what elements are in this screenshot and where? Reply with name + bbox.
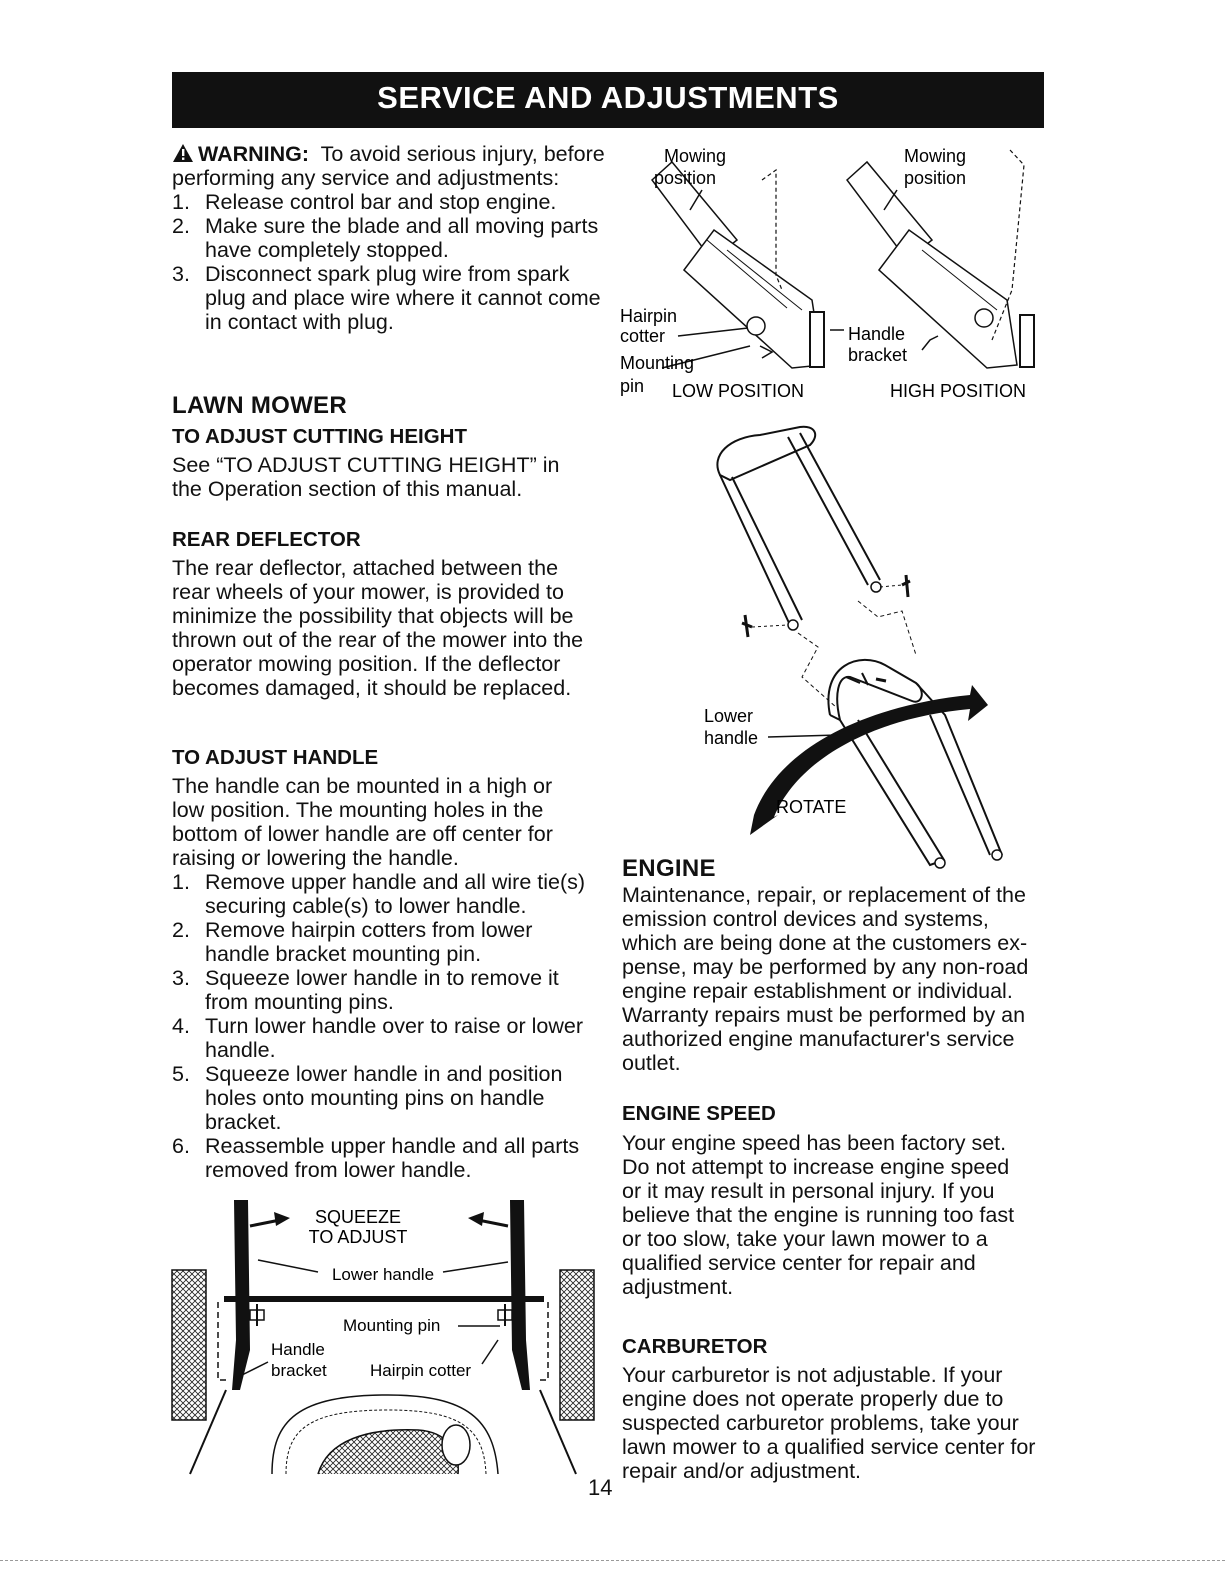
list-text: Squeeze lower handle in and position holes onto mounting pins on handle bracket.: [205, 1062, 563, 1134]
list-number: 5.: [172, 1062, 190, 1086]
knob-left: [742, 615, 788, 637]
cutting-height-text: See “TO ADJUST CUTTING HEIGHT” in the Operation section of this manual.: [172, 453, 560, 501]
handle-positions-diagram: [612, 140, 1052, 405]
list-item: [172, 966, 602, 1014]
list-item: [172, 1014, 602, 1062]
list-number: 1.: [172, 870, 190, 894]
squeeze-label-1: SQUEEZE: [314, 1207, 402, 1227]
left-wheel: [172, 1270, 206, 1420]
rotate-handle-diagram: [690, 415, 1010, 875]
rear-deflector-heading: REAR DEFLECTOR: [172, 528, 361, 551]
warning-intro-rest: before performing any service and adjustments:: [172, 142, 605, 190]
adjust-handle-steps: [172, 870, 602, 1182]
mounting-pin-left: [250, 1304, 264, 1326]
right-wheel: [560, 1270, 594, 1420]
list-number: 1.: [172, 190, 190, 214]
mounting-pin-label-1: Mounting: [620, 353, 695, 373]
right-lower-handle: [510, 1200, 530, 1390]
list-number: 2.: [172, 214, 190, 238]
adjust-handle-heading: TO ADJUST HANDLE: [172, 746, 379, 769]
list-number: 2.: [172, 918, 190, 942]
rear-deflector-text: The rear deflector, attached between the rear wheels of your mower, is provided to minimize the possibility that objects will be thrown out of the rear of the mower into the operator mowing position. If the deflector becomes damaged, it should be replaced.: [172, 556, 584, 700]
handle-bracket-label-2: bracket: [848, 345, 908, 365]
list-number: 6.: [172, 1134, 190, 1158]
lower-handle-label-1: Lower: [704, 706, 754, 726]
page-number: 14: [588, 1475, 613, 1500]
list-text: Release control bar and stop engine.: [205, 190, 557, 214]
list-number: 3.: [172, 262, 190, 286]
list-number: 4.: [172, 1014, 190, 1038]
engine-text: Maintenance, repair, or replacement of the emission control devices and systems, which are being done at the customers ex-pense, may be performed by any non-road engine repair establishment or individual. Warranty repairs must be performed by an authorized engine manufacturer's service outlet.: [622, 883, 1029, 1075]
left-lower-handle: [232, 1200, 250, 1390]
warning-label: WARNING:: [198, 142, 310, 166]
list-item: [172, 1062, 602, 1134]
list-item: [172, 918, 602, 966]
mounting-pin-label-2: pin: [620, 376, 645, 396]
cutting-height-heading: TO ADJUST CUTTING HEIGHT: [172, 425, 467, 448]
engine-heading: ENGINE: [622, 855, 716, 882]
hairpin-cotter-label-1: Hairpin: [620, 306, 678, 326]
lower-handle-label-2: handle: [704, 728, 759, 748]
handle-bracket-label-1: Handle: [271, 1340, 325, 1359]
mounting-pin-right: [498, 1304, 512, 1326]
list-item: [172, 1134, 602, 1182]
lower-handle-label: Lower handle: [331, 1265, 435, 1284]
squeeze-label-2: TO ADJUST: [308, 1227, 408, 1247]
list-text: Turn lower handle over to raise or lower handle.: [205, 1014, 584, 1062]
list-text: Squeeze lower handle in to remove it from mounting pins.: [205, 966, 559, 1014]
warning-block: [172, 142, 612, 334]
low-position-label: LOW POSITION: [672, 381, 805, 401]
engine-recoil: [318, 1430, 458, 1474]
handle-bracket-label-2: bracket: [271, 1361, 327, 1380]
list-text: Reassemble upper handle and all parts removed from lower handle.: [205, 1134, 580, 1182]
engine-speed-heading: ENGINE SPEED: [622, 1102, 776, 1125]
high-position-label: HIGH POSITION: [890, 381, 1027, 401]
list-text: Disconnect spark plug wire from spark plug and place wire where it cannot come in contact with plug.: [205, 262, 601, 334]
list-text: Make sure the blade and all moving parts have completely stopped.: [205, 214, 599, 262]
mounting-pin-label: Mounting pin: [343, 1316, 441, 1335]
list-text: Remove upper handle and all wire tie(s) securing cable(s) to lower handle.: [205, 870, 586, 918]
section-banner: [172, 72, 1044, 128]
mowing-position-left-2: position: [654, 168, 717, 188]
squeeze-handle-diagram: [168, 1190, 600, 1480]
hairpin-cotter-label-2: cotter: [620, 326, 666, 346]
handle-bracket-label-1: Handle: [848, 324, 906, 344]
list-item: [172, 190, 612, 214]
squeeze-arrow-right: [468, 1212, 508, 1226]
mowing-position-left-1: Mowing: [664, 146, 727, 166]
squeeze-arrow-left: [250, 1212, 290, 1226]
hairpin-cotter-label: Hairpin cotter: [370, 1361, 472, 1380]
list-number: 3.: [172, 966, 190, 990]
list-item: [172, 214, 612, 262]
lawn-mower-heading: LAWN MOWER: [172, 392, 347, 419]
banner-title: SERVICE AND ADJUSTMENTS: [377, 80, 839, 115]
rotate-label: ROTATE: [776, 797, 847, 817]
mowing-position-right-1: Mowing: [904, 146, 967, 166]
adjust-handle-text: The handle can be mounted in a high or low position. The mounting holes in the bottom of lower handle are off center for raising or lowering the handle.: [172, 774, 553, 870]
list-item: [172, 870, 602, 918]
handle-bracket-bar: [224, 1296, 544, 1302]
warning-intro-first: To avoid serious injury,: [320, 142, 538, 166]
engine-speed-text: Your engine speed has been factory set. Do not attempt to increase engine speed or it may result in personal injury. If you believe that the engine is running too fast or too slow, take your lawn mower to a qualified service center for repair and adjustment.: [622, 1131, 1015, 1299]
warning-intro: [172, 142, 612, 190]
carburetor-text: Your carburetor is not adjustable. If your engine does not operate properly due to suspected carburetor problems, take your lawn mower to a qualified service center for repair and/or adjustment.: [622, 1363, 1036, 1483]
carburetor-heading: CARBURETOR: [622, 1335, 768, 1358]
warning-steps: [172, 190, 612, 334]
mowing-position-right-2: position: [904, 168, 967, 188]
knob-right: [880, 575, 910, 597]
list-text: Remove hairpin cotters from lower handle bracket mounting pin.: [205, 918, 533, 966]
low-position-assembly: [652, 162, 824, 368]
page-bottom-rule: [0, 1560, 1225, 1561]
warning-triangle-icon: [172, 143, 194, 163]
list-item: [172, 262, 612, 334]
